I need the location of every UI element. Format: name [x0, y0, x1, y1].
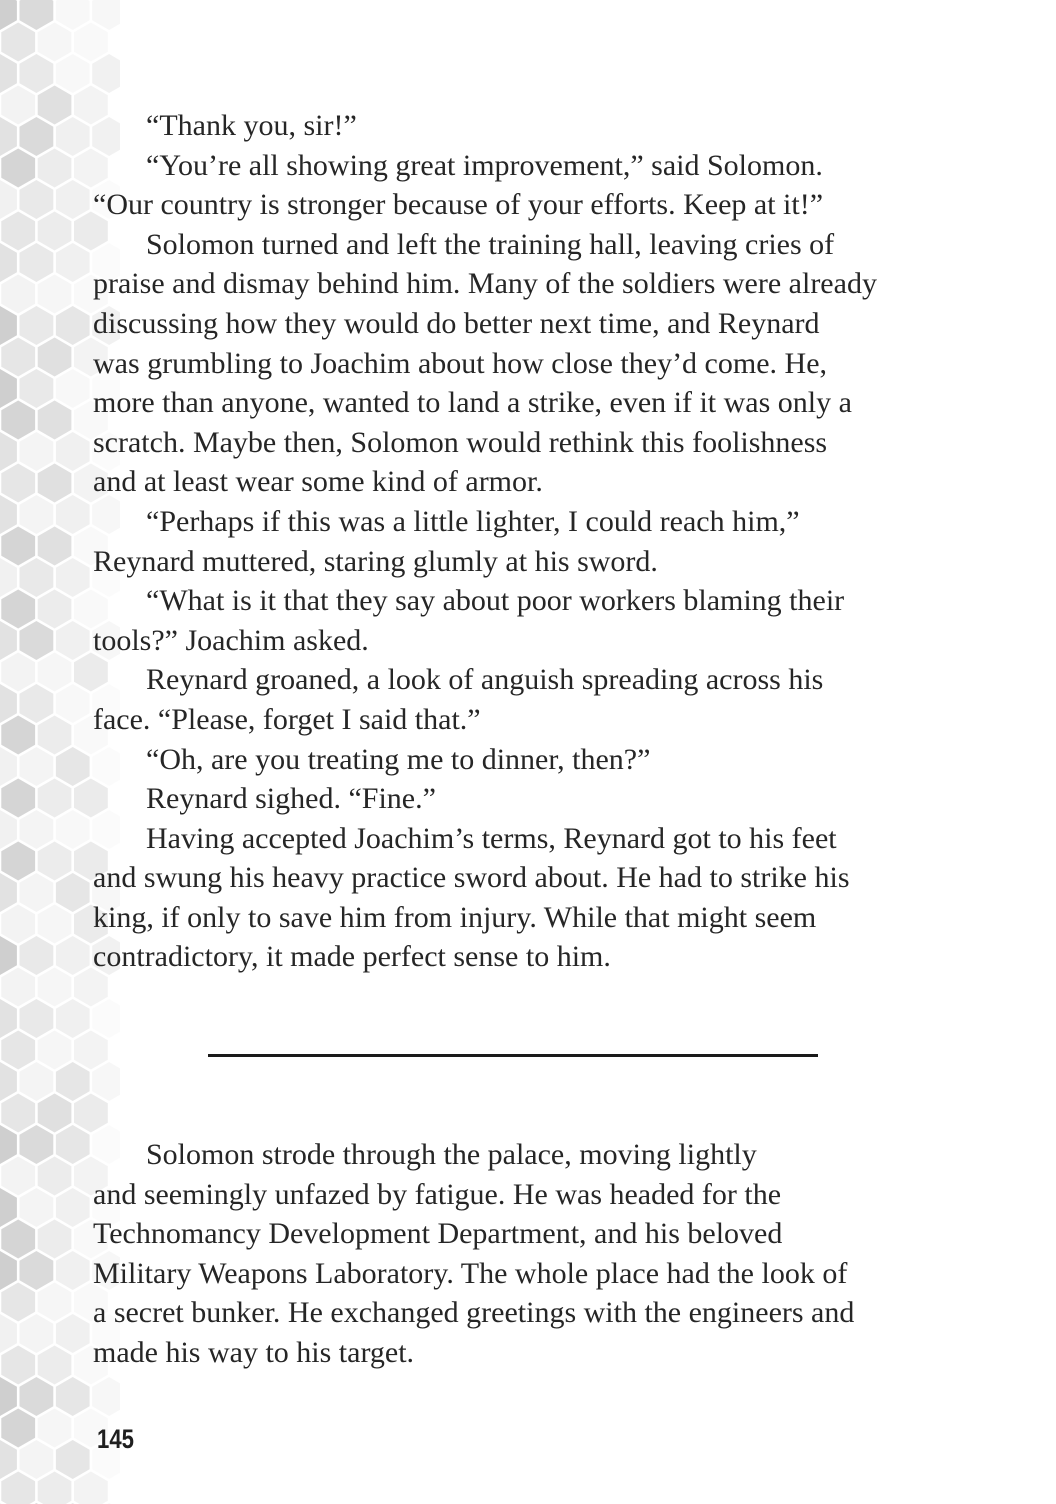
hexagon-tile — [0, 306, 17, 345]
hexagon-tile — [1, 653, 35, 692]
hexagon-tile — [1, 212, 35, 251]
hexagon-tile — [56, 873, 90, 912]
text-line: “You’re all showing great improvement,” said Solomon. — [146, 148, 823, 182]
hexagon-tile — [38, 1283, 72, 1322]
hexagon-tile — [38, 653, 72, 692]
hexagon-tile — [0, 1314, 17, 1353]
hexagon-tile — [38, 1346, 72, 1385]
text-line: tools?” Joachim asked. — [93, 623, 369, 657]
hexagon-tile — [20, 117, 54, 156]
hexagon-tile — [1, 1220, 35, 1259]
hexagon-tile — [56, 558, 90, 597]
hexagon-tile — [92, 54, 120, 93]
text-line: Reynard groaned, a look of anguish spreading across his — [146, 663, 824, 697]
hexagon-tile — [20, 180, 54, 219]
hexagon-tile — [1, 779, 35, 818]
hexagon-tile — [20, 1440, 54, 1479]
hexagon-tile — [20, 873, 54, 912]
hexagon-tile — [20, 810, 54, 849]
hexagon-tile — [56, 1314, 90, 1353]
hexagon-tile — [0, 747, 17, 786]
hexagon-tile — [38, 275, 72, 314]
hexagon-tile — [1, 1094, 35, 1133]
text-line: Reynard sighed. “Fine.” — [146, 782, 436, 816]
hexagon-tile — [56, 1377, 90, 1416]
hexagon-tile — [56, 810, 90, 849]
hexagon-tile — [20, 1188, 54, 1227]
hexagon-tile — [38, 842, 72, 881]
hexagon-tile — [38, 590, 72, 629]
hexagon-tile — [38, 905, 72, 944]
hexagon-tile — [20, 1125, 54, 1164]
hexagon-tile — [20, 1062, 54, 1101]
text-line: Technomancy Development Department, and his beloved — [93, 1217, 783, 1251]
hexagon-tile — [1, 527, 35, 566]
hexagon-tile — [56, 54, 90, 93]
hexagon-tile — [20, 1377, 54, 1416]
hexagon-tile — [20, 558, 54, 597]
hexagon-tile — [1, 1346, 35, 1385]
hexagon-tile — [20, 495, 54, 534]
hexagon-tile — [38, 779, 72, 818]
hexagon-tile — [92, 999, 120, 1038]
hexagon-tile — [0, 621, 17, 660]
hexagon-tile — [38, 401, 72, 440]
hexagon-tile — [74, 1094, 108, 1133]
hexagon-tile — [1, 149, 35, 188]
hexagon-tile — [56, 1062, 90, 1101]
hexagon-tile — [20, 936, 54, 975]
hexagon-tile — [56, 1188, 90, 1227]
hexagon-tile — [20, 684, 54, 723]
hexagon-tile — [38, 968, 72, 1007]
section-two-text — [93, 1135, 943, 1373]
text-line: was grumbling to Joachim about how close they’d come. He, — [93, 346, 828, 380]
text-line: more than anyone, wanted to land a strike, even if it was only a — [93, 386, 852, 420]
hexagon-tile — [1, 590, 35, 629]
text-line: king, if only to save him from injury. While that might seem — [93, 900, 817, 934]
text-line: “What is it that they say about poor workers blaming their — [146, 584, 845, 618]
hexagon-tile — [38, 716, 72, 755]
hexagon-tile — [0, 1188, 17, 1227]
text-line: Reynard muttered, staring glumly at his sword. — [93, 544, 658, 578]
text-line: scratch. Maybe then, Solomon would rethink this foolishness — [93, 425, 828, 459]
hexagon-tile — [1, 968, 35, 1007]
hexagon-tile — [20, 621, 54, 660]
hexagon-tile — [20, 369, 54, 408]
hexagon-tile — [74, 1031, 108, 1070]
page-number: 145 — [97, 1424, 134, 1454]
hexagon-tile — [1, 86, 35, 125]
text-line: Military Weapons Laboratory. The whole place had the look of — [93, 1256, 848, 1290]
hexagon-tile — [20, 0, 54, 30]
text-line: discussing how they would do better next time, and Reynard — [93, 306, 820, 340]
hexagon-tile — [1, 905, 35, 944]
hexagon-tile — [1, 464, 35, 503]
hexagon-tile — [1, 716, 35, 755]
hexagon-tile — [1, 23, 35, 62]
hexagon-tile — [56, 684, 90, 723]
text-line: Solomon turned and left the training hall, leaving cries of — [146, 227, 835, 261]
text-line: made his way to his target. — [93, 1335, 415, 1369]
hexagon-tile — [0, 1251, 17, 1290]
hexagon-tile — [0, 432, 17, 471]
hexagon-tile — [1, 338, 35, 377]
hexagon-tile — [20, 1251, 54, 1290]
hexagon-tile — [1, 401, 35, 440]
hexagon-tile — [92, 1377, 120, 1416]
hexagon-tile — [1, 1472, 35, 1504]
hexagon-tile — [56, 432, 90, 471]
text-line: praise and dismay behind him. Many of the soldiers were already — [93, 267, 877, 301]
hexagon-tile — [56, 243, 90, 282]
text-line: a secret bunker. He exchanged greetings with the engineers and — [93, 1296, 855, 1330]
hexagon-tile — [74, 1472, 108, 1504]
hexagon-tile — [20, 999, 54, 1038]
hexagon-tile — [0, 684, 17, 723]
hexagon-tile — [20, 432, 54, 471]
hexagon-tile — [0, 999, 17, 1038]
hexagon-tile — [56, 306, 90, 345]
hexagon-tile — [0, 558, 17, 597]
hexagon-tile — [0, 369, 17, 408]
hexagon-tile — [38, 464, 72, 503]
hexagon-tile — [56, 936, 90, 975]
text-line: “Perhaps if this was a little lighter, I could reach him,” — [146, 504, 800, 538]
hexagon-tile — [56, 999, 90, 1038]
hexagon-tile — [38, 527, 72, 566]
hexagon-tile — [56, 1440, 90, 1479]
text-line: “Thank you, sir!” — [146, 109, 357, 142]
hexagon-tile — [56, 621, 90, 660]
hexagon-tile — [1, 1409, 35, 1448]
hexagon-tile — [1, 275, 35, 314]
hexagon-tile — [0, 1125, 17, 1164]
hexagon-tile — [0, 1377, 17, 1416]
hexagon-tile — [1, 1157, 35, 1196]
text-line: and swung his heavy practice sword about. He had to strike his — [93, 861, 850, 895]
hexagon-tile — [38, 1220, 72, 1259]
text-line: “Our country is stronger because of your efforts. Keep at it!” — [93, 188, 824, 222]
hexagon-tile — [0, 1440, 17, 1479]
hexagon-tile — [1, 1031, 35, 1070]
text-line: Solomon strode through the palace, moving lightly — [146, 1138, 757, 1171]
hexagon-tile — [0, 495, 17, 534]
hexagon-tile — [92, 1062, 120, 1101]
hexagon-tile — [38, 23, 72, 62]
hexagon-tile — [0, 54, 17, 93]
section-one-text — [93, 106, 943, 977]
text-line: Having accepted Joachim’s terms, Reynard got to his feet — [146, 821, 837, 855]
hexagon-tile — [38, 1157, 72, 1196]
hexagon-tile — [38, 338, 72, 377]
hexagon-tile — [0, 117, 17, 156]
hexagon-tile — [56, 747, 90, 786]
hexagon-tile — [56, 0, 90, 30]
hexagon-tile — [0, 936, 17, 975]
hexagon-tile — [0, 810, 17, 849]
scene-break-divider — [208, 1054, 818, 1057]
hexagon-tile — [56, 495, 90, 534]
text-line: contradictory, it made perfect sense to him. — [93, 940, 611, 974]
hexagon-tile — [20, 54, 54, 93]
hexagon-tile — [0, 873, 17, 912]
hexagon-tile — [38, 1472, 72, 1504]
text-line: and seemingly unfazed by fatigue. He was headed for the — [93, 1177, 782, 1211]
hexagon-tile — [38, 1094, 72, 1133]
hexagon-tile — [56, 117, 90, 156]
hexagon-tile — [38, 149, 72, 188]
hexagon-tile — [1, 842, 35, 881]
hexagon-tile — [38, 86, 72, 125]
text-line: and at least wear some kind of armor. — [93, 465, 543, 499]
hexagon-tile — [38, 1031, 72, 1070]
hexagon-tile — [20, 243, 54, 282]
hexagon-tile — [20, 747, 54, 786]
text-line: face. “Please, forget I said that.” — [93, 702, 481, 736]
hexagon-tile — [38, 1409, 72, 1448]
hexagon-tile — [74, 23, 108, 62]
hexagon-tile — [20, 306, 54, 345]
hexagon-tile — [56, 1251, 90, 1290]
hexagon-tile — [1, 1283, 35, 1322]
hexagon-tile — [0, 180, 17, 219]
hexagon-tile — [38, 212, 72, 251]
hexagon-tile — [56, 369, 90, 408]
hexagon-tile — [20, 1314, 54, 1353]
hexagon-tile — [0, 1062, 17, 1101]
hexagon-tile — [92, 0, 120, 30]
hexagon-tile — [56, 1125, 90, 1164]
hexagon-tile — [0, 243, 17, 282]
text-line: “Oh, are you treating me to dinner, then?” — [146, 742, 651, 776]
hexagon-tile — [56, 180, 90, 219]
